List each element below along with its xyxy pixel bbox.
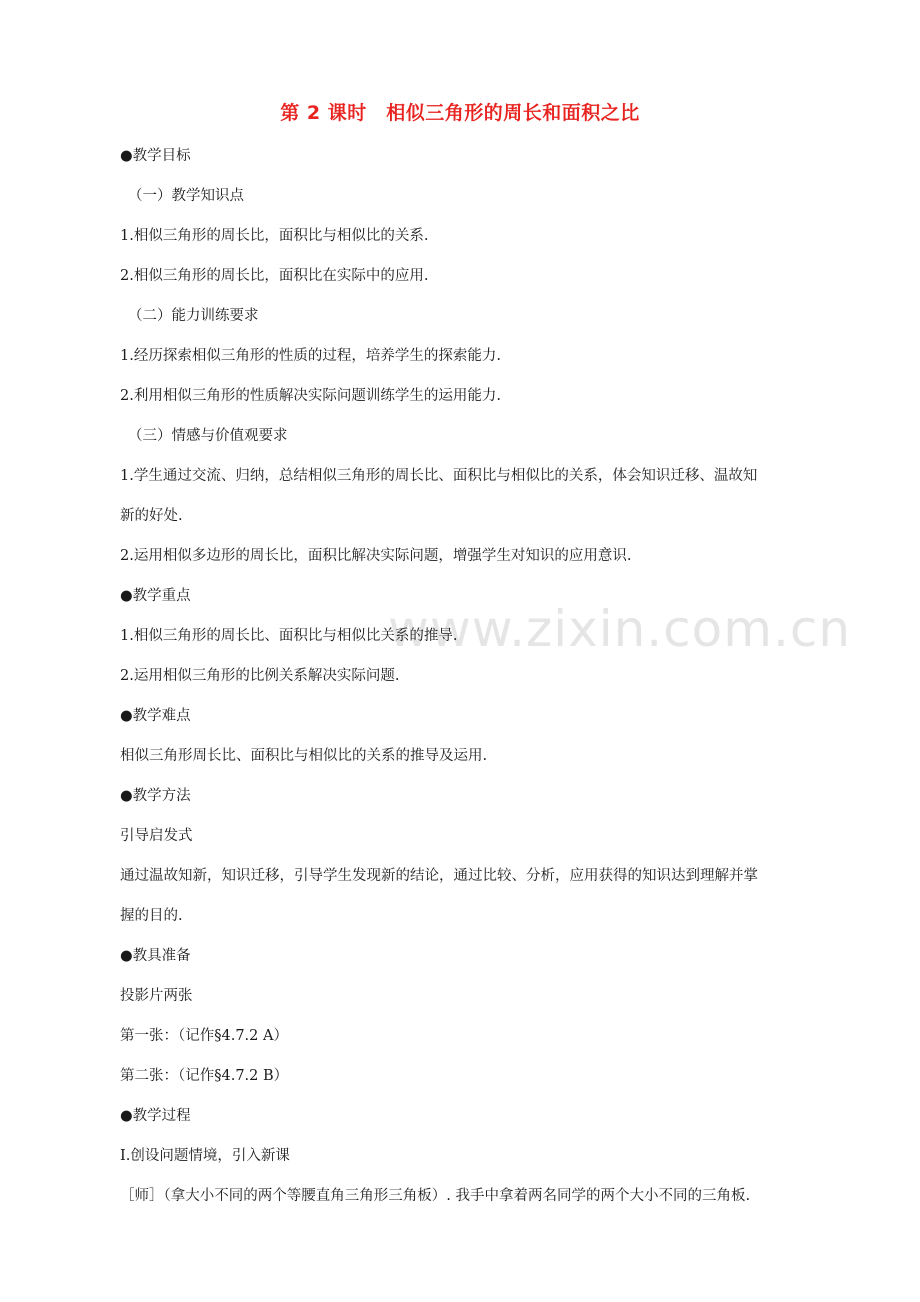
subsection-knowledge: （一）教学知识点	[128, 188, 244, 204]
section-heading-objectives: ●教学目标	[120, 148, 191, 164]
paragraph-line: 第一张：（记作§4.7.2 A）	[120, 1028, 288, 1044]
section-heading-difficulties: ●教学难点	[120, 708, 191, 724]
paragraph-line: 2.运用相似多边形的周长比，面积比解决实际问题，增强学生对知识的应用意识.	[120, 548, 632, 564]
paragraph-line: 1.学生通过交流、归纳，总结相似三角形的周长比、面积比与相似比的关系，体会知识迁移、温故知	[120, 468, 758, 484]
section-heading-key-points: ●教学重点	[120, 588, 191, 604]
page-title: 第 2 课时 相似三角形的周长和面积之比	[280, 102, 640, 124]
paragraph-line: 1.相似三角形的周长比，面积比与相似比的关系.	[120, 228, 429, 244]
paragraph-line: 相似三角形周长比、面积比与相似比的关系的推导及运用.	[120, 748, 488, 764]
watermark: www.zixin.com.cn	[388, 600, 852, 658]
paragraph-line: 投影片两张	[120, 988, 193, 1004]
section-heading-materials: ●教具准备	[120, 948, 191, 964]
paragraph-line: 1.经历探索相似三角形的性质的过程，培养学生的探索能力.	[120, 348, 501, 364]
paragraph-line: 引导启发式	[120, 828, 193, 844]
paragraph-line: Ⅰ.创设问题情境，引入新课	[120, 1148, 290, 1164]
paragraph-line: 通过温故知新，知识迁移，引导学生发现新的结论，通过比较、分析，应用获得的知识达到理解并掌	[120, 868, 758, 884]
section-heading-methods: ●教学方法	[120, 788, 191, 804]
paragraph-line: 1.相似三角形的周长比、面积比与相似比关系的推导.	[120, 628, 458, 644]
paragraph-line: 新的好处.	[120, 508, 183, 524]
paragraph-line: 2.利用相似三角形的性质解决实际问题训练学生的运用能力.	[120, 388, 501, 404]
subsection-values: （三）情感与价值观要求	[128, 428, 288, 444]
paragraph-line: 握的目的.	[120, 908, 183, 924]
paragraph-line: 第二张：（记作§4.7.2 B）	[120, 1068, 289, 1084]
paragraph-line: 2.运用相似三角形的比例关系解决实际问题.	[120, 668, 400, 684]
paragraph-line: ［师］（拿大小不同的两个等腰直角三角形三角板）. 我手中拿着两名同学的两个大小不同的三角板.	[120, 1188, 751, 1204]
section-heading-process: ●教学过程	[120, 1108, 191, 1124]
subsection-ability: （二）能力训练要求	[128, 308, 259, 324]
paragraph-line: 2.相似三角形的周长比，面积比在实际中的应用.	[120, 268, 429, 284]
